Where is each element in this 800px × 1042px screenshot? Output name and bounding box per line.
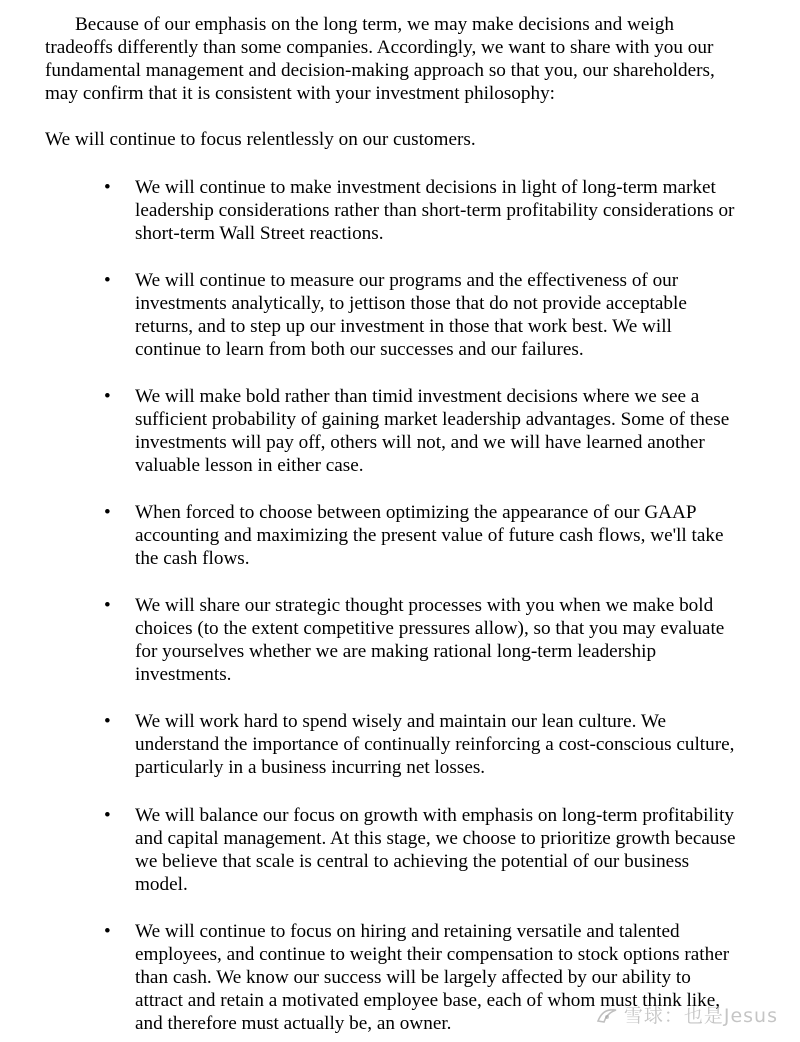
bullet-icon: • xyxy=(104,386,111,407)
principle-line: accounting and maximizing the present value of future cash flows, we'll take xyxy=(135,525,724,546)
principle-text xyxy=(135,269,785,361)
principle-line: We will share our strategic thought processes with you when we make bold xyxy=(135,595,714,616)
bullet-icon: • xyxy=(104,502,111,523)
principle-line: When forced to choose between optimizing the appearance of our GAAP xyxy=(135,502,697,523)
principle-line: employees, and continue to weight their compensation to stock options rather xyxy=(135,944,730,965)
principle-line: investments analytically, to jettison those that do not provide acceptable xyxy=(135,293,687,314)
principle-line: valuable lesson in either case. xyxy=(135,455,364,476)
bullet-icon: • xyxy=(104,177,111,198)
principle-line: attract and retain a motivated employee base, each of whom must think like, xyxy=(135,990,721,1011)
principle-line: understand the importance of continually reinforcing a cost-conscious culture, xyxy=(135,734,735,755)
principle-line: the cash flows. xyxy=(135,548,250,569)
lead-statement: We will continue to focus relentlessly on our customers. xyxy=(45,129,476,150)
principle-line: investments will pay off, others will not, and we will have learned another xyxy=(135,432,705,453)
watermark-text: 雪球：也是Jesus xyxy=(623,1005,778,1027)
principle-line: for yourselves whether we are making rational long-term leadership xyxy=(135,641,657,662)
principle-line: and therefore must actually be, an owner. xyxy=(135,1013,452,1034)
principle-text xyxy=(135,710,785,779)
intro-line: Because of our emphasis on the long term, we may make decisions and weigh xyxy=(75,14,674,35)
principle-text xyxy=(135,385,785,477)
principle-line: model. xyxy=(135,874,188,895)
principle-line: and capital management. At this stage, we choose to prioritize growth because xyxy=(135,828,736,849)
watermark xyxy=(596,1001,778,1028)
bullet-icon: • xyxy=(104,805,111,826)
principle-text xyxy=(135,501,785,570)
intro-line: may confirm that it is consistent with your investment philosophy: xyxy=(45,83,556,104)
principle-line: we believe that scale is central to achieving the potential of our business xyxy=(135,851,690,872)
intro-line: fundamental management and decision-making approach so that you, our shareholders, xyxy=(45,60,715,81)
principle-line: We will balance our focus on growth with emphasis on long-term profitability xyxy=(135,805,734,826)
principle-line: We will work hard to spend wisely and maintain our lean culture. We xyxy=(135,711,666,732)
bullet-icon: • xyxy=(104,921,111,942)
principle-line: sufficient probability of gaining market leadership advantages. Some of these xyxy=(135,409,730,430)
bullet-icon: • xyxy=(104,270,111,291)
principle-line: continue to learn from both our successes and our failures. xyxy=(135,339,584,360)
principle-text xyxy=(135,594,785,686)
principle-line: We will continue to focus on hiring and retaining versatile and talented xyxy=(135,921,680,942)
intro-line: tradeoffs differently than some companies. Accordingly, we want to share with you our xyxy=(45,37,714,58)
principle-line: short-term Wall Street reactions. xyxy=(135,223,384,244)
bullet-icon: • xyxy=(104,711,111,732)
principle-line: returns, and to step up our investment in those that work best. We will xyxy=(135,316,672,337)
principle-line: leadership considerations rather than short-term profitability considerations or xyxy=(135,200,735,221)
principle-line: We will continue to make investment decisions in light of long-term market xyxy=(135,177,716,198)
snowball-logo-icon xyxy=(596,1008,618,1024)
principle-line: particularly in a business incurring net losses. xyxy=(135,757,486,778)
principle-line: choices (to the extent competitive pressures allow), so that you may evaluate xyxy=(135,618,725,639)
principle-line: than cash. We know our success will be largely affected by our ability to xyxy=(135,967,691,988)
principle-text xyxy=(135,804,785,896)
principle-line: investments. xyxy=(135,664,232,685)
bullet-icon: • xyxy=(104,595,111,616)
principle-line: We will continue to measure our programs and the effectiveness of our xyxy=(135,270,679,291)
principle-text xyxy=(135,176,785,245)
principle-line: We will make bold rather than timid investment decisions where we see a xyxy=(135,386,700,407)
